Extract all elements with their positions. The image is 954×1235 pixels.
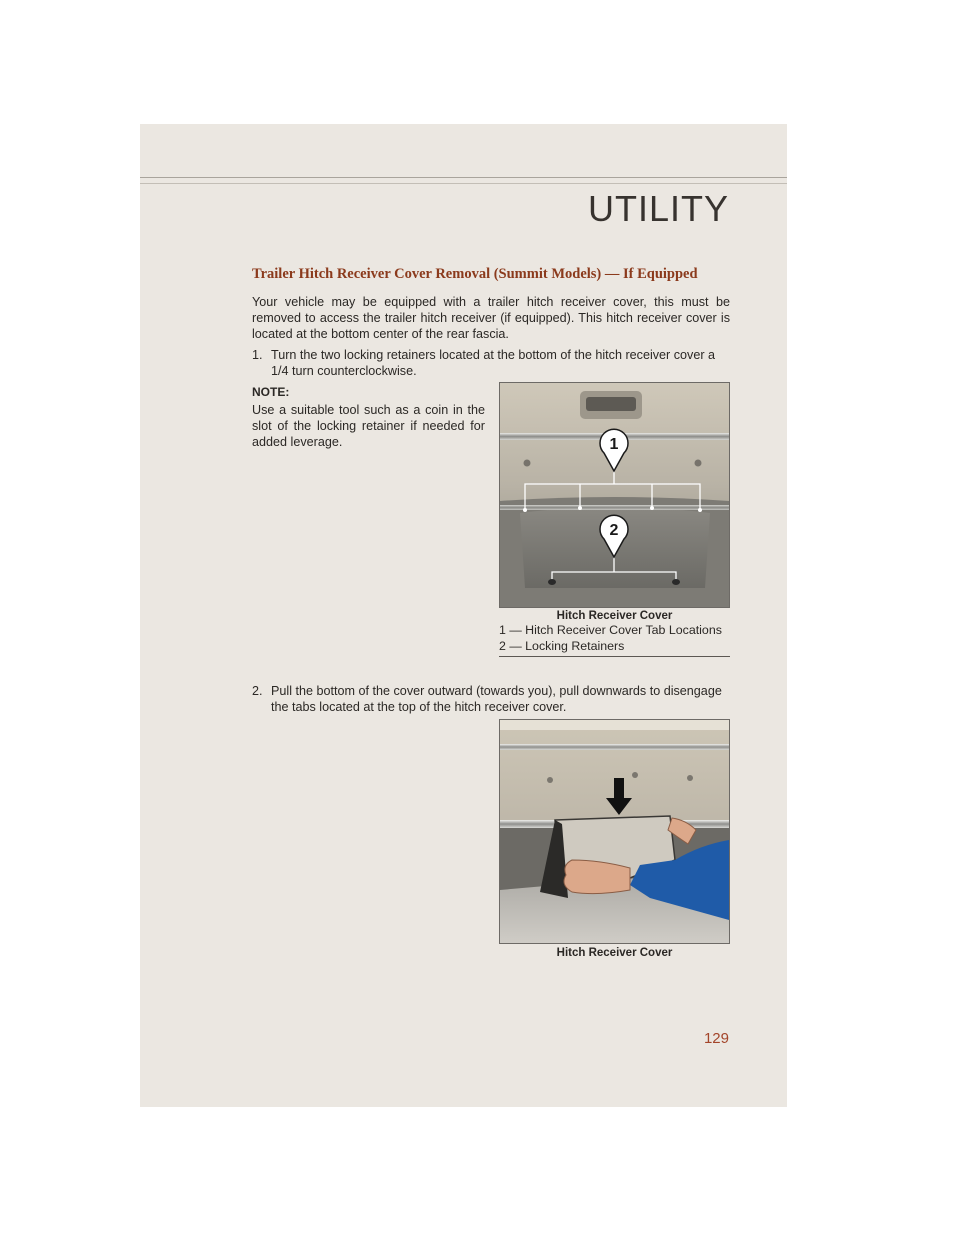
header-rule (140, 177, 787, 178)
step-number: 1. (252, 348, 263, 362)
callout-label-1: 1 (609, 436, 619, 453)
intro-paragraph: Your vehicle may be equipped with a trailer hitch receiver cover, this must be removed to access the trailer hitch receiver (if equipped). This hitch receiver cover is located at the bottom center of the rear fascia. (252, 295, 730, 341)
step-text: Turn the two locking retainers located at the bottom of the hitch receiver cover a 1/4 turn counterclockwise. (271, 348, 716, 378)
step-1 (252, 347, 730, 379)
figure-hitch-cover-removal (499, 719, 730, 959)
legend-item: 1 — Hitch Receiver Cover Tab Locations (499, 623, 722, 637)
legend-item: 2 — Locking Retainers (499, 639, 625, 653)
figure-legend (499, 622, 730, 657)
step-number: 2. (252, 684, 263, 698)
step-text: Pull the bottom of the cover outward (towards you), pull downwards to disengage the tabs located at the top of the hitch receiver cover. (271, 684, 722, 714)
subsection-heading: Trailer Hitch Receiver Cover Removal (Summit Models) — If Equipped (252, 266, 698, 282)
manual-page (140, 124, 787, 1107)
header-rule-secondary (140, 183, 787, 184)
page-number: 129 (703, 1030, 729, 1047)
hitch-cover-photo (499, 382, 730, 608)
callout-label-2: 2 (609, 522, 619, 539)
note-label: NOTE: (252, 385, 290, 399)
figure-caption: Hitch Receiver Cover (556, 947, 673, 959)
step-2 (252, 683, 730, 715)
figure-caption: Hitch Receiver Cover (556, 610, 673, 622)
hitch-cover-removal-photo (499, 719, 730, 944)
section-title: UTILITY (587, 188, 729, 229)
figure-hitch-cover-callouts (499, 382, 730, 657)
note-text: Use a suitable tool such as a coin in the slot of the locking retainer if needed for added leverage. (252, 403, 485, 449)
